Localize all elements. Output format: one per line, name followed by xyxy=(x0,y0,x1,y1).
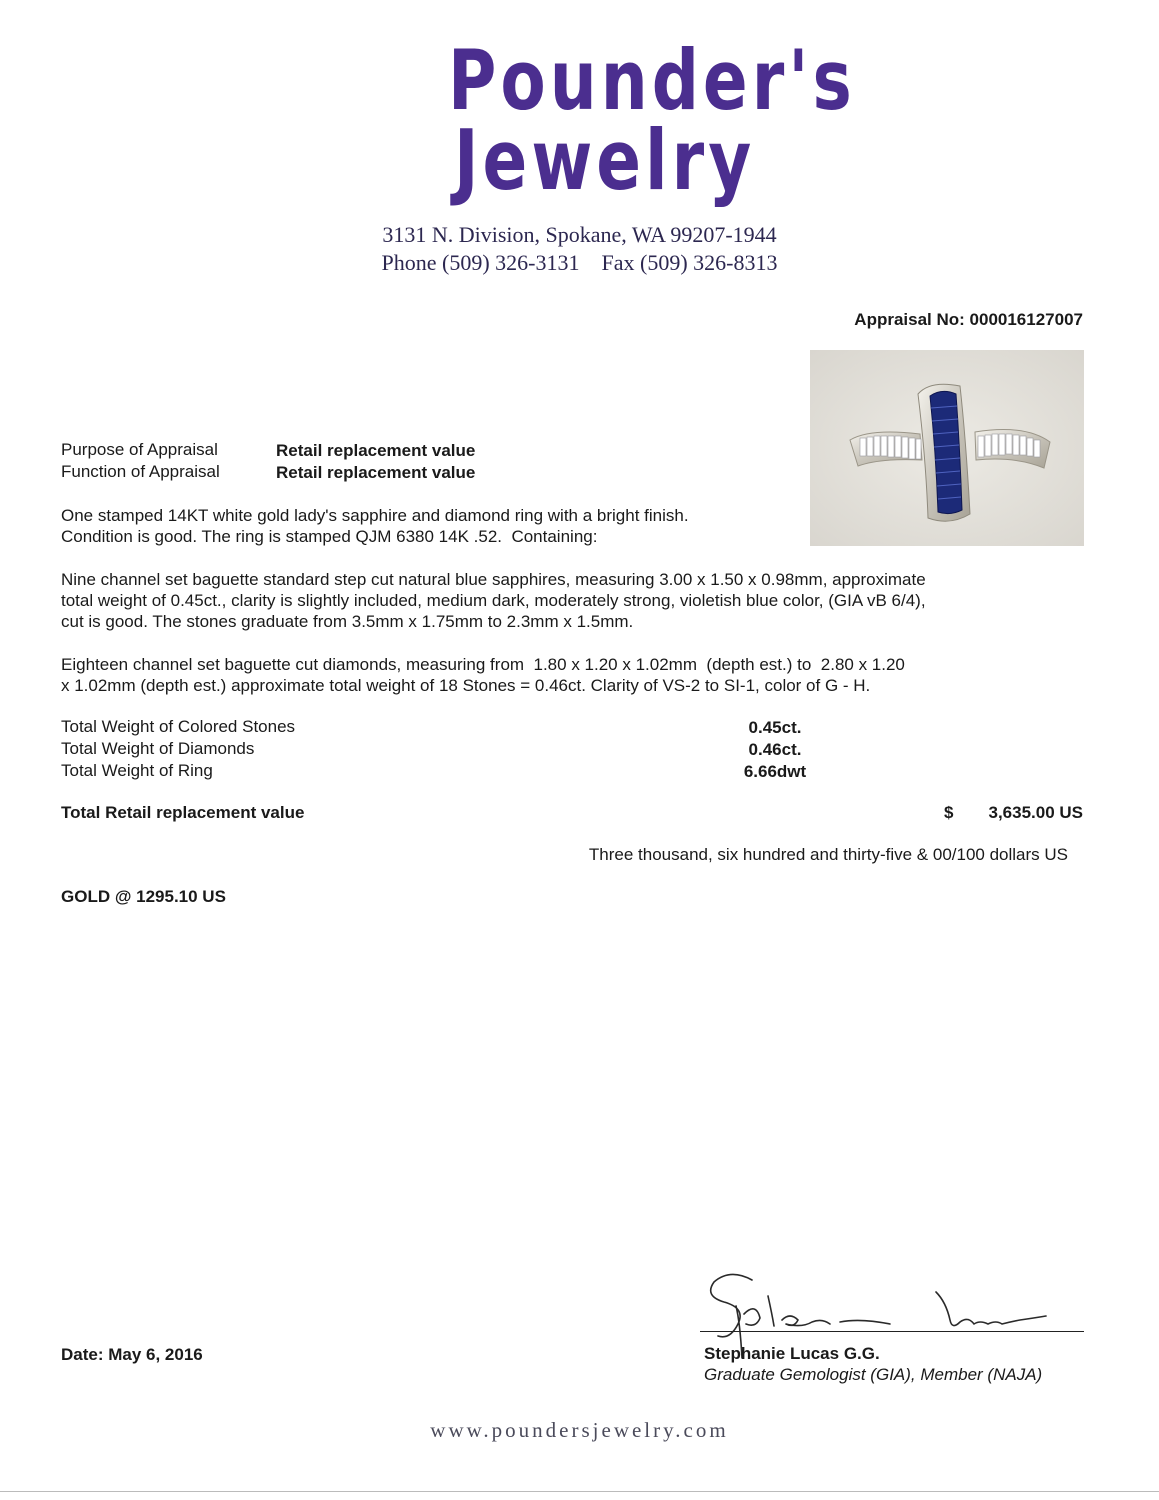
weight-label-diamonds: Total Weight of Diamonds xyxy=(61,739,255,758)
appraisal-number: Appraisal No: 000016127007 xyxy=(854,310,1083,329)
logo-line-pounders: Pounder's xyxy=(448,32,856,129)
weight-label-colored-stones: Total Weight of Colored Stones xyxy=(61,717,296,736)
sapphires-line-3: cut is good. The stones graduate from 3.5mm x 1.75mm to 2.3mm x 1.5mm. xyxy=(61,612,634,631)
total-in-words: Three thousand, six hundred and thirty-five & 00/100 dollars US xyxy=(588,845,1068,864)
signature-line xyxy=(700,1331,1084,1332)
appraisal-date: Date: May 6, 2016 xyxy=(61,1345,203,1364)
company-fax: Fax (509) 326-8313 xyxy=(601,250,778,275)
company-phone: Phone (509) 326-3131 xyxy=(381,250,580,275)
diamonds-line-2: x 1.02mm (depth est.) approximate total weight of 18 Stones = 0.46ct. Clarity of VS-2 to SI-1, color of G - H. xyxy=(61,676,871,695)
description-line-2: Condition is good. The ring is stamped QJM 6380 14K .52. Containing: xyxy=(61,527,598,546)
purpose-label: Purpose of Appraisal xyxy=(61,440,218,459)
total-label: Total Retail replacement value xyxy=(61,803,305,822)
total-currency: $ xyxy=(944,803,954,822)
gold-price: GOLD @ 1295.10 US xyxy=(61,887,226,906)
weight-value-colored-stones: 0.45ct. xyxy=(748,718,802,737)
bottom-rule xyxy=(0,1491,1159,1492)
sapphires-line-2: total weight of 0.45ct., clarity is slightly included, medium dark, moderately strong, violetish blue color, (GIA vB 6/4), xyxy=(61,591,926,610)
function-label: Function of Appraisal xyxy=(61,462,220,481)
signer-name: Stephanie Lucas G.G. xyxy=(704,1344,880,1363)
ring-photo xyxy=(810,350,1084,546)
company-logo xyxy=(440,32,856,220)
purpose-value: Retail replacement value xyxy=(276,441,476,460)
function-value: Retail replacement value xyxy=(276,463,476,482)
description-line-1: One stamped 14KT white gold lady's sapphire and diamond ring with a bright finish. xyxy=(61,506,689,525)
sapphires-line-1: Nine channel set baguette standard step cut natural blue sapphires, measuring 3.00 x 1.50 x 0.98mm, approximate xyxy=(61,570,926,589)
company-contact xyxy=(0,250,1159,276)
total-value: 3,635.00 US xyxy=(988,803,1083,822)
logo-line-jewelry: Jewelry xyxy=(454,112,756,209)
website-url: www.poundersjewelry.com xyxy=(430,1418,729,1442)
company-address: 3131 N. Division, Spokane, WA 99207-1944 xyxy=(382,222,777,247)
signer-title: Graduate Gemologist (GIA), Member (NAJA) xyxy=(704,1365,1043,1384)
diamonds-line-1: Eighteen channel set baguette cut diamonds, measuring from 1.80 x 1.20 x 1.02mm (depth est.) to 2.80 x 1.20 xyxy=(61,655,905,674)
weight-value-ring: 6.66dwt xyxy=(743,762,807,781)
weight-label-ring: Total Weight of Ring xyxy=(61,761,213,780)
weight-value-diamonds: 0.46ct. xyxy=(748,740,802,759)
